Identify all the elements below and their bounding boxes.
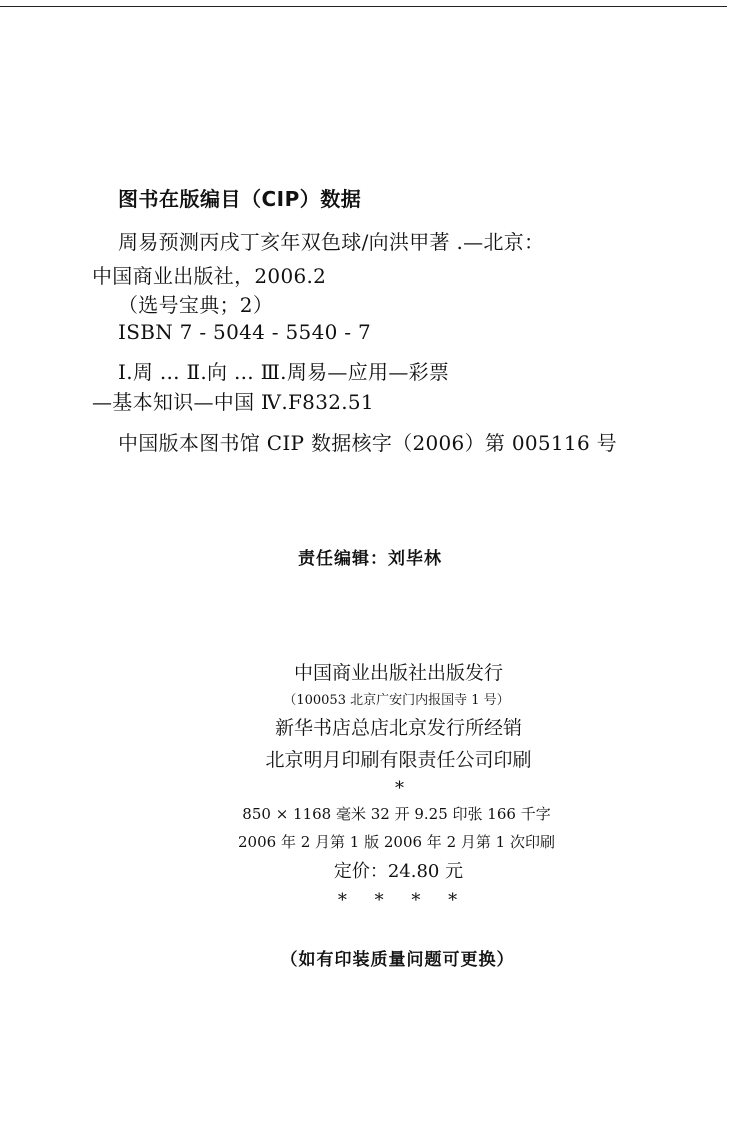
cip-heading: 图书在版编目（CIP）数据 [118,187,362,211]
cip-publisher-line: 中国商业出版社，2006.2 [92,264,327,288]
quality-notice: （如有印装质量问题可更换） [280,950,515,970]
publisher-address: （100053 北京广安门内报国寺 1 号） [283,693,510,708]
printer-line: 北京明月印刷有限责任公司印刷 [265,749,532,771]
distributor-line: 新华书店总店北京发行所经销 [274,717,522,739]
cip-record-number-line: 中国版本图书馆 CIP 数据核字（2006）第 005116 号 [118,431,617,455]
separator-star: * [395,778,404,799]
format-specs-line: 850 × 1168 毫米 32 开 9.25 印张 166 千字 [242,805,551,823]
cip-title-line: 周易预测丙戌丁亥年双色球/向洪甲著 .—北京： [118,230,545,254]
price-line: 定价：24.80 元 [333,861,464,882]
cip-subject-line-continued: —基本知识—中国 Ⅳ.F832.51 [92,390,374,414]
edition-line: 2006 年 2 月第 1 版 2006 年 2 月第 1 次印刷 [238,833,555,851]
cip-isbn-line: ISBN 7 - 5044 - 5540 - 7 [118,320,372,344]
cip-series-line: （选号宝典；2） [118,293,274,317]
publisher-line: 中国商业出版社出版发行 [293,662,503,684]
separator-stars: * * * * [337,890,458,911]
responsible-editor: 责任编辑：刘毕林 [298,549,442,569]
top-rule [0,6,727,7]
cip-subject-line: Ⅰ.周 ... Ⅱ.向 ... Ⅲ.周易—应用—彩票 [118,360,450,384]
